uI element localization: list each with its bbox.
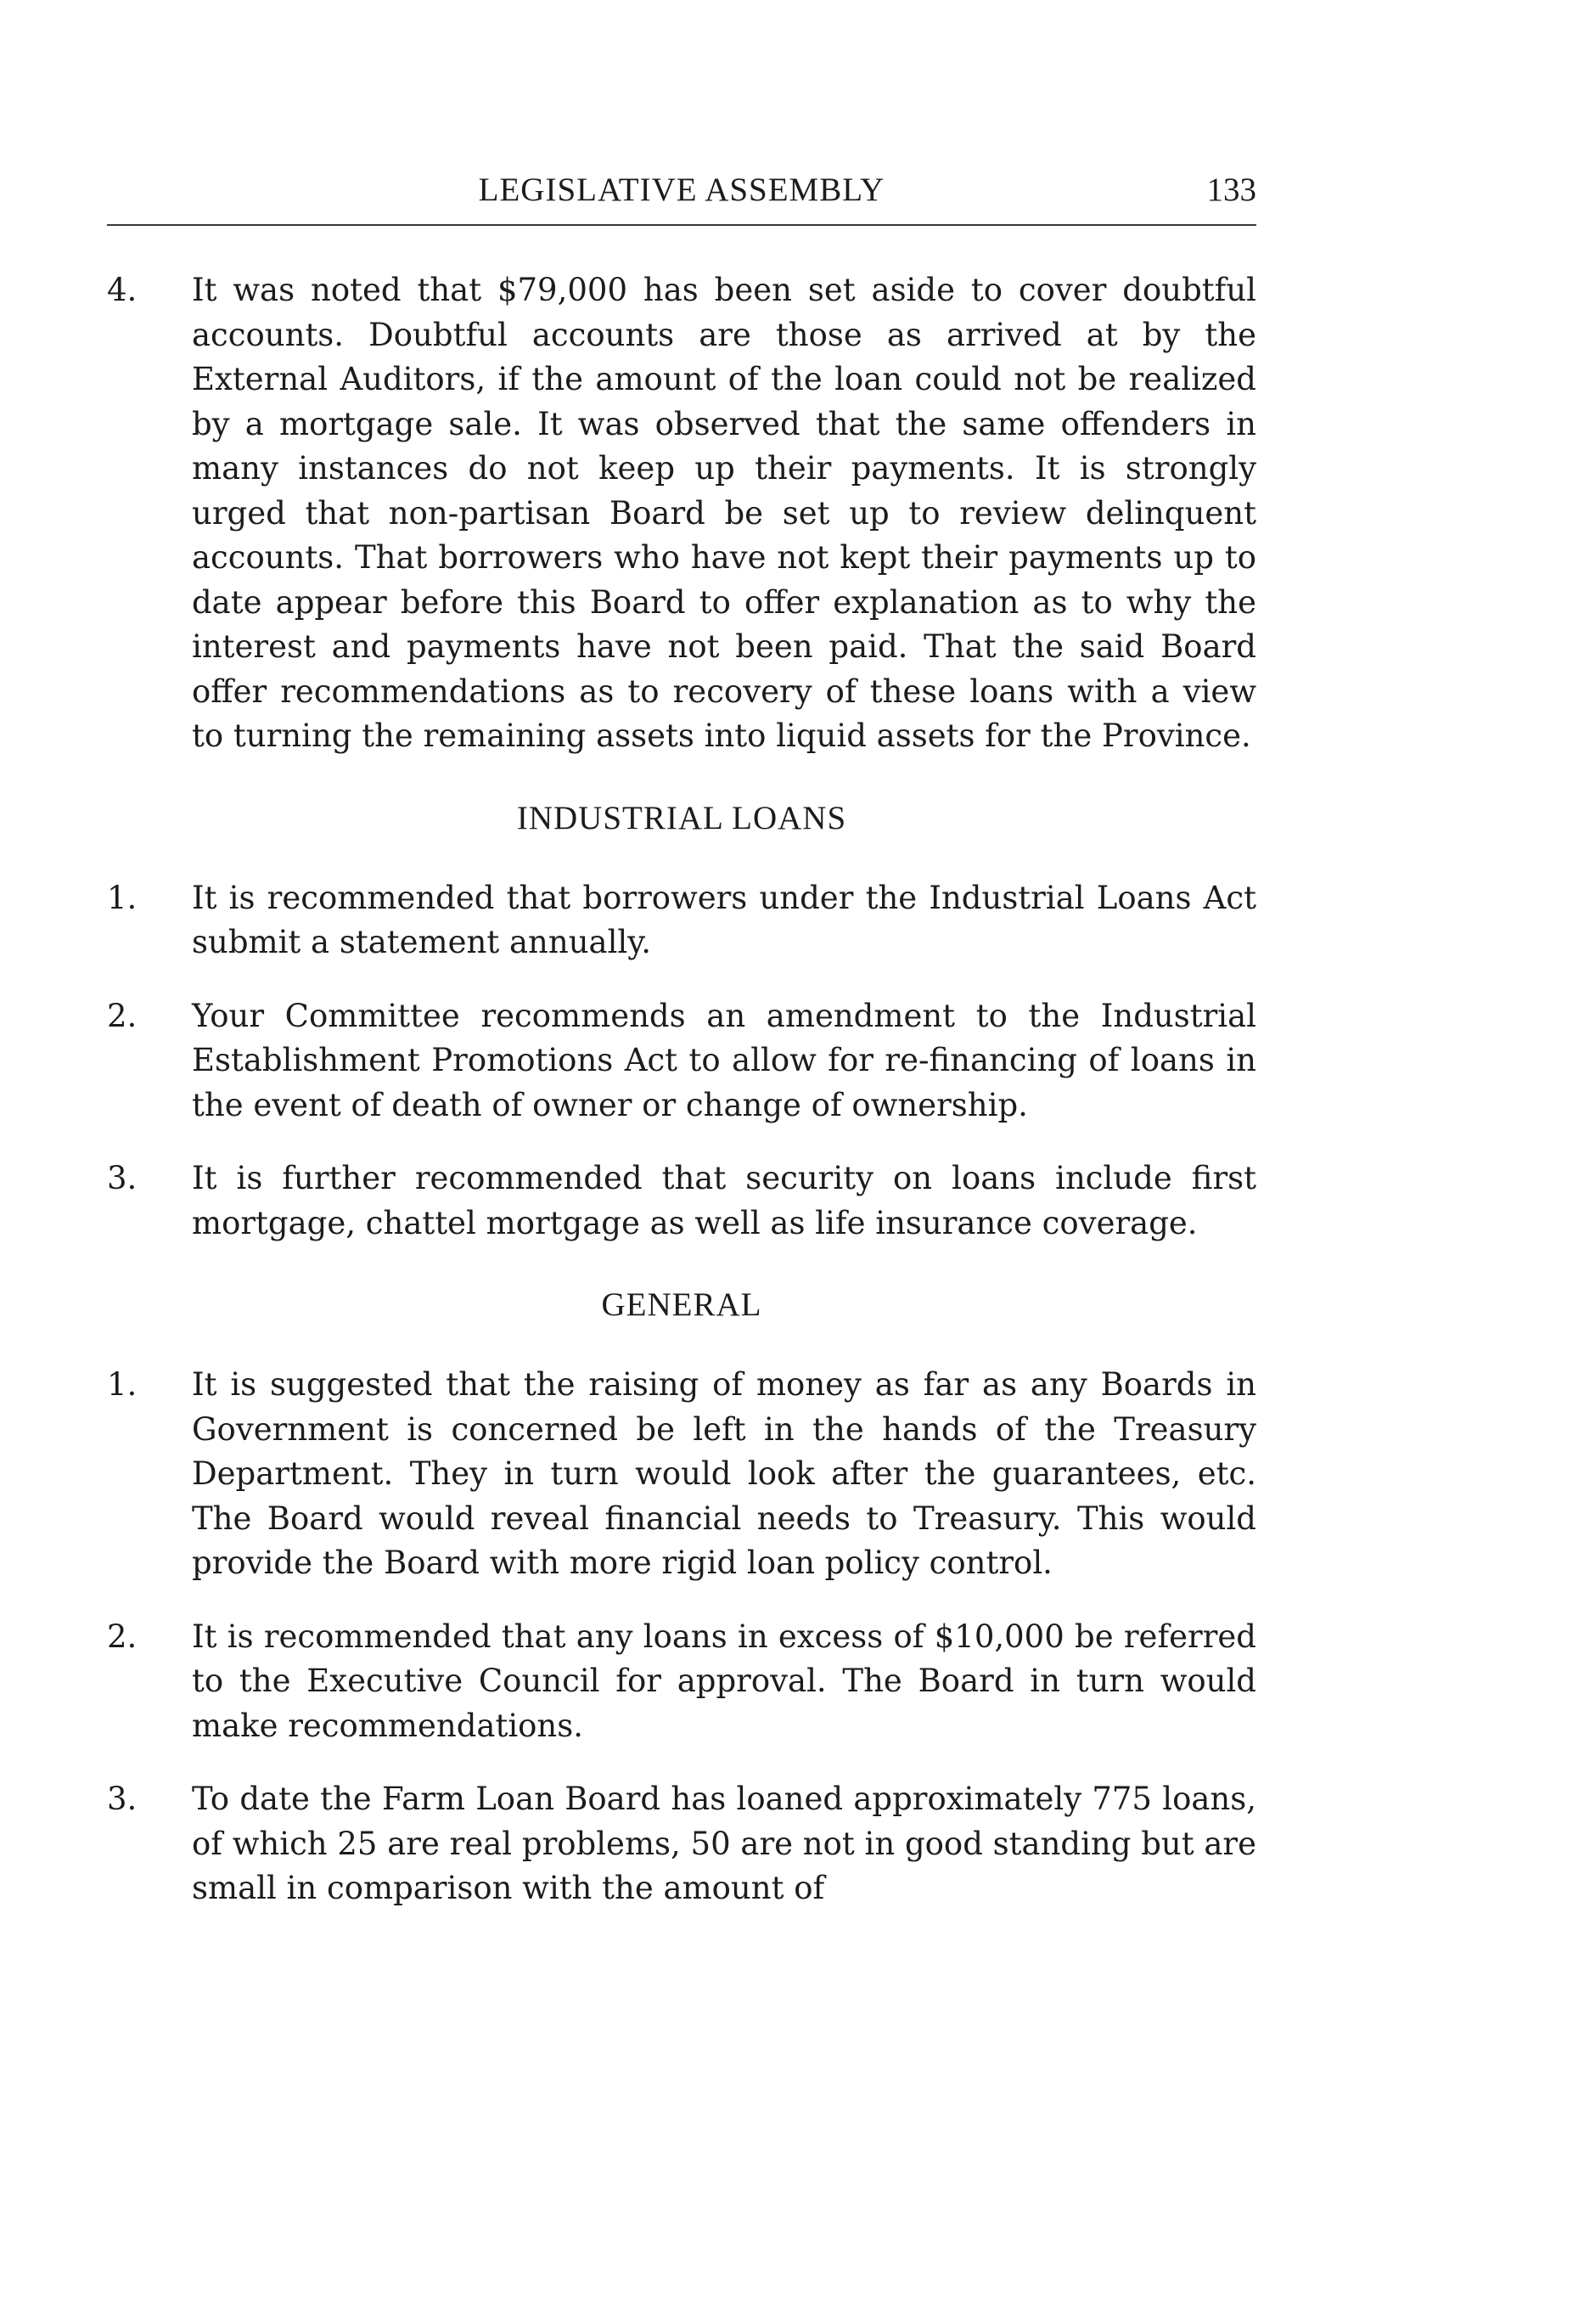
item-text: Your Committee recommends an amendment to the Industrial Establishment Promotions Act to allow for re-financing of loans in the event of death of owner or change of ownership. xyxy=(192,997,1256,1123)
running-title: LEGISLATIVE ASSEMBLY xyxy=(478,172,885,208)
list-item xyxy=(107,268,1256,759)
section-heading-general: GENERAL xyxy=(601,1286,762,1323)
item-text: It is recommended that borrowers under the Industrial Loans Act submit a statement annually. xyxy=(192,879,1256,960)
item-text: It is recommended that any loans in excess of $10,000 be referred to the Executive Council for approval. The Board in turn would make recommendations. xyxy=(192,1618,1256,1744)
list-item xyxy=(107,1777,1256,1911)
running-head xyxy=(107,168,1256,216)
item-number: 2. xyxy=(107,1618,138,1655)
item-number: 4. xyxy=(107,272,138,308)
item-number: 1. xyxy=(107,879,138,916)
spacer xyxy=(107,1586,1256,1615)
item-text: It was noted that $79,000 has been set aside to cover doubtful accounts. Doubtful accounts are those as arrived at by the External Auditors, if the amount of the loan could not be realized by a mortgage sale. It was observed that the same offenders in many instances do not keep up their payments. It is strongly urged that non-partisan Board be set up to review delinquent accounts. That borrowers who have not kept their payments up to date appear before this Board to offer explanation as to why the interest and payments have not been paid. That the said Board offer recommendations as to recovery of these loans with a view to turning the remaining assets into liquid assets for the Province. xyxy=(192,272,1256,754)
header-rule xyxy=(107,224,1256,226)
list-item xyxy=(107,876,1256,965)
spacer xyxy=(107,965,1256,994)
list-item xyxy=(107,994,1256,1128)
item-number: 3. xyxy=(107,1781,138,1817)
item-text: It is suggested that the raising of money as far as any Boards in Government is concerned be left in the hands of the Treasury Department. They in turn would look after the guarantees, etc. The Board would reveal financial needs to Treasury. This would provide the Board with more rigid loan policy control. xyxy=(192,1366,1256,1581)
list-item xyxy=(107,1363,1256,1586)
section-heading-industrial-loans: INDUSTRIAL LOANS xyxy=(516,799,847,836)
page-number: 133 xyxy=(1206,172,1256,208)
item-number: 2. xyxy=(107,997,138,1034)
body-text xyxy=(107,268,1256,1911)
list-item xyxy=(107,1156,1256,1246)
item-text: It is further recommended that security on loans include first mortgage, chattel mortgage as well as life insurance coverage. xyxy=(192,1160,1256,1241)
spacer xyxy=(107,1128,1256,1156)
item-number: 1. xyxy=(107,1366,138,1403)
item-number: 3. xyxy=(107,1160,138,1196)
item-text: To date the Farm Loan Board has loaned approximately 775 loans, of which 25 are real problems, 50 are not in good standing but are small in comparison with the amount of xyxy=(192,1781,1256,1906)
spacer xyxy=(107,1748,1256,1777)
list-item xyxy=(107,1615,1256,1749)
